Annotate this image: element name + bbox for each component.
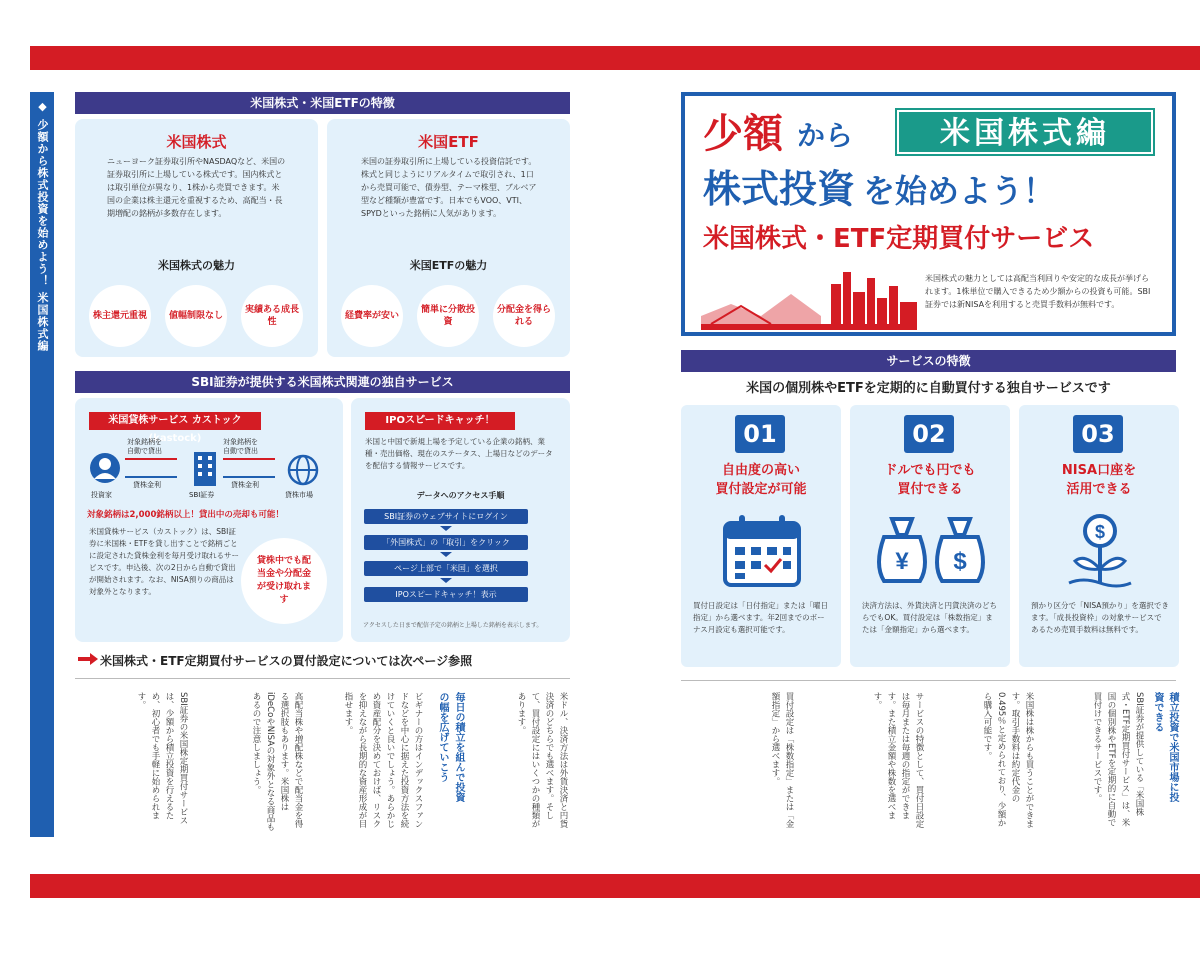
- feature-desc: 決済方法は、外貨決済と円貨決済のどちらでもOK。買付設定は「株数指定」または「金額指定」から選べます。: [862, 601, 997, 634]
- title-small-amount: 少額: [703, 111, 783, 157]
- us-etf-panel: [327, 119, 570, 357]
- ipo-step: SBI証券のウェブサイトにログイン: [364, 509, 528, 524]
- ipo-note: アクセスした日まで配信予定の銘柄と上場した銘柄を表示します。: [363, 622, 543, 629]
- feature-desc: 買付日設定は「日付指定」または「曜日指定」から選べます。年2回までのボーナス月設定も選択可能です。: [693, 601, 828, 634]
- step-arrow: [440, 526, 452, 531]
- ipo-body: 米国と中国で新規上場を予定している企業の銘柄、業種・売出価格、現在のステータス、上場日などのデータを配信する情報サービスです。: [365, 437, 553, 470]
- text-column: SBI証券が提供している「米国株式・ETF定期買付サービス」は、米国の個別株やETFを定期的に自動で買付けできるサービスです。: [1092, 692, 1144, 827]
- feature-number: 02: [904, 415, 954, 453]
- investor-icon: [89, 452, 121, 486]
- fee-arrow: [223, 476, 275, 478]
- us-etf-title: 米国ETF: [418, 133, 479, 151]
- charm-circle: 実績ある成長性: [241, 285, 303, 347]
- us-etf-body: 米国の証券取引所に上場している投資信託です。株式と同じようにリアルタイムで取引され、1口から売買可能で、債券型、テーマ株型、ブルベア型など種類が豊富です。日本でもVOO、VTI、SPYDといった銘柄に人気があります。: [361, 157, 537, 218]
- section-header-features: 米国株式・米国ETFの特徴: [75, 92, 570, 114]
- divider: [681, 680, 1176, 681]
- column-heading: 積立投資で米国市場に投資できる: [1152, 692, 1178, 802]
- section-header-sbi-services: SBI証券が提供する米国株式関連の独自サービス: [75, 371, 570, 393]
- ipo-step: ページ上部で「米国」を選択: [364, 561, 528, 576]
- charm-circle: 値幅制限なし: [165, 285, 227, 347]
- text-column: 買付設定は「株数指定」または「金額指定」から選べます。: [770, 692, 794, 828]
- kastock-panel: [75, 398, 343, 642]
- kastock-highlight: 対象銘柄は2,000銘柄以上！貸出中の売却も可能！: [87, 510, 284, 520]
- city-skyline-icon: [701, 264, 917, 330]
- lend-arrow: [125, 458, 177, 460]
- title-service: 米国株式・ETF定期買付サービス: [703, 224, 1095, 254]
- column-heading: 毎日の積立を組んで投資の幅を広げていこう: [437, 692, 464, 802]
- step-arrow: [440, 552, 452, 557]
- globe-icon: [287, 454, 319, 486]
- us-stock-body: ニューヨーク証券取引所やNASDAQなど、米国の証券取引所に上場している株式です。国内株式とは取引単位が異なり、1株から売買できます。米国の企業は株主還元を重視するため、高配当・長期増配の銘柄が多数存在します。: [107, 157, 286, 218]
- step-arrow: [440, 578, 452, 583]
- svg-text:$: $: [1094, 522, 1106, 542]
- bottom-reference: 米国株式・ETF定期買付サービスの買付設定については次ページ参照: [100, 654, 473, 668]
- us-etf-charm: 米国ETFの魅力: [409, 259, 488, 272]
- feature-number: 03: [1073, 415, 1123, 453]
- charm-circle: 経費率が安い: [341, 285, 403, 347]
- divider: [75, 678, 570, 679]
- left-spine-label: ◆ 少額から株式投資を始めよう！ 米国株式編: [30, 92, 54, 837]
- sbi-label: SBI証券: [189, 491, 215, 499]
- lend-label: 対象銘柄を 自動で貸出: [127, 438, 162, 455]
- ipo-step: IPOスピードキャッチ！表示: [364, 587, 528, 602]
- fee-arrow: [125, 476, 177, 478]
- feature-desc: 預かり区分で「NISA預かり」を選択できます。「成長投資枠」の対象サービスであるため売買手数料は無料です。: [1031, 601, 1169, 634]
- ipo-step: 「外国株式」の「取引」をクリック: [364, 535, 528, 550]
- fee-label: 貸株金利: [231, 481, 259, 489]
- text-column: 高配当株や増配株などで配当金を得る選択肢もあります。米国株はiDeCoやNISAの対象外となる商品もあるので注意しましょう。: [251, 692, 303, 832]
- feature-card: [681, 405, 841, 667]
- text-column: サービスの特徴として、買付日設定は毎月または毎週の指定ができます。また積立金額や株数を選べます。: [872, 692, 924, 828]
- feature-title: ドルでも円でも 買付できる: [884, 463, 976, 497]
- kastock-bubble: 貸株中でも配当金や分配金が受け取れます: [241, 538, 327, 624]
- investor-label: 投資家: [91, 491, 112, 499]
- feature-title: 自由度の高い 買付設定が可能: [715, 463, 807, 497]
- service-tagline: 米国の個別株やETFを定期的に自動買付する独自サービスです: [746, 381, 1111, 396]
- feature-title: NISA口座を 活用できる: [1061, 463, 1137, 497]
- text-column: ビギナーの方はインデックスファンドなどを中心に据えた投資方法を続けていくと良いでしょう。あらかじめ資産配分を決めておけば、リスクを抑えながら長期的な資産形成が目指せます。: [343, 692, 423, 828]
- building-icon: [190, 450, 220, 488]
- us-stock-charm: 米国株式の魅力: [158, 259, 235, 272]
- money-bag-icon: [870, 515, 992, 587]
- section-header-service: サービスの特徴: [681, 350, 1176, 372]
- lend-label: 対象銘柄を 自動で貸出: [223, 438, 258, 455]
- kastock-body: 米国貸株サービス（カストック）は、SBI証券に米国株・ETFを貸し出すことで銘柄ごとに設定された貸株金利を毎月受け取れるサービスです。申込後、次の2日から自動で貸出が開始されます。なお、NISA預りの商品は対象外となります。: [89, 527, 239, 596]
- fee-label: 貸株金利: [133, 481, 161, 489]
- title-from: から: [797, 119, 854, 152]
- ipo-label: IPOスピードキャッチ！: [365, 412, 515, 430]
- ipo-access-heading: データへのアクセス手順: [416, 491, 505, 500]
- text-column: 米ドル、決済方法は外貨決済と円貨決済のどちらでも選べます。そして、買付設定にはいくつかの種類があります。: [516, 692, 568, 828]
- intro-text: 米国株式の魅力としては高配当利回りや安定的な成長が挙げられます。1株単位で購入できるため少額からの投資も可能。SBI証券では新NISAを利用すると売買手数料が無料です。: [925, 274, 1151, 309]
- title-start: を始めよう！: [863, 172, 1056, 210]
- feature-card: [850, 405, 1010, 667]
- charm-circle: 分配金を得られる: [493, 285, 555, 347]
- bottom-red-bar: [30, 874, 1200, 898]
- us-stock-panel: [75, 119, 318, 357]
- market-label: 貸株市場: [285, 491, 313, 499]
- title-tag: 米国株式編: [897, 110, 1153, 154]
- calendar-icon: [721, 513, 803, 589]
- charm-circle: 簡単に分散投資: [417, 285, 479, 347]
- top-red-bar: [30, 46, 1200, 70]
- pointing-hand-icon: [78, 652, 98, 666]
- kastock-label: 米国貸株サービス カストック(kastock): [89, 412, 261, 430]
- feature-card: [1019, 405, 1179, 667]
- charm-circle: 株主還元重視: [89, 285, 151, 347]
- us-stock-title: 米国株式: [166, 133, 227, 151]
- money-plant-icon: [1063, 513, 1137, 591]
- svg-text:$: $: [953, 548, 967, 575]
- lend-arrow: [223, 458, 275, 460]
- feature-number: 01: [735, 415, 785, 453]
- text-column: SBI証券の米国株定期買付サービスは、少額から積立投資を行えるため、初心者でも手軽に始められます。: [136, 692, 188, 825]
- text-column: 米国株は株からも買うことができます。取引手数料は約定代金の0.495％と定められており、少額から購入可能です。: [982, 692, 1034, 828]
- title-stock-investment: 株式投資: [703, 167, 856, 211]
- svg-text:¥: ¥: [895, 548, 909, 575]
- title-box: [681, 92, 1176, 336]
